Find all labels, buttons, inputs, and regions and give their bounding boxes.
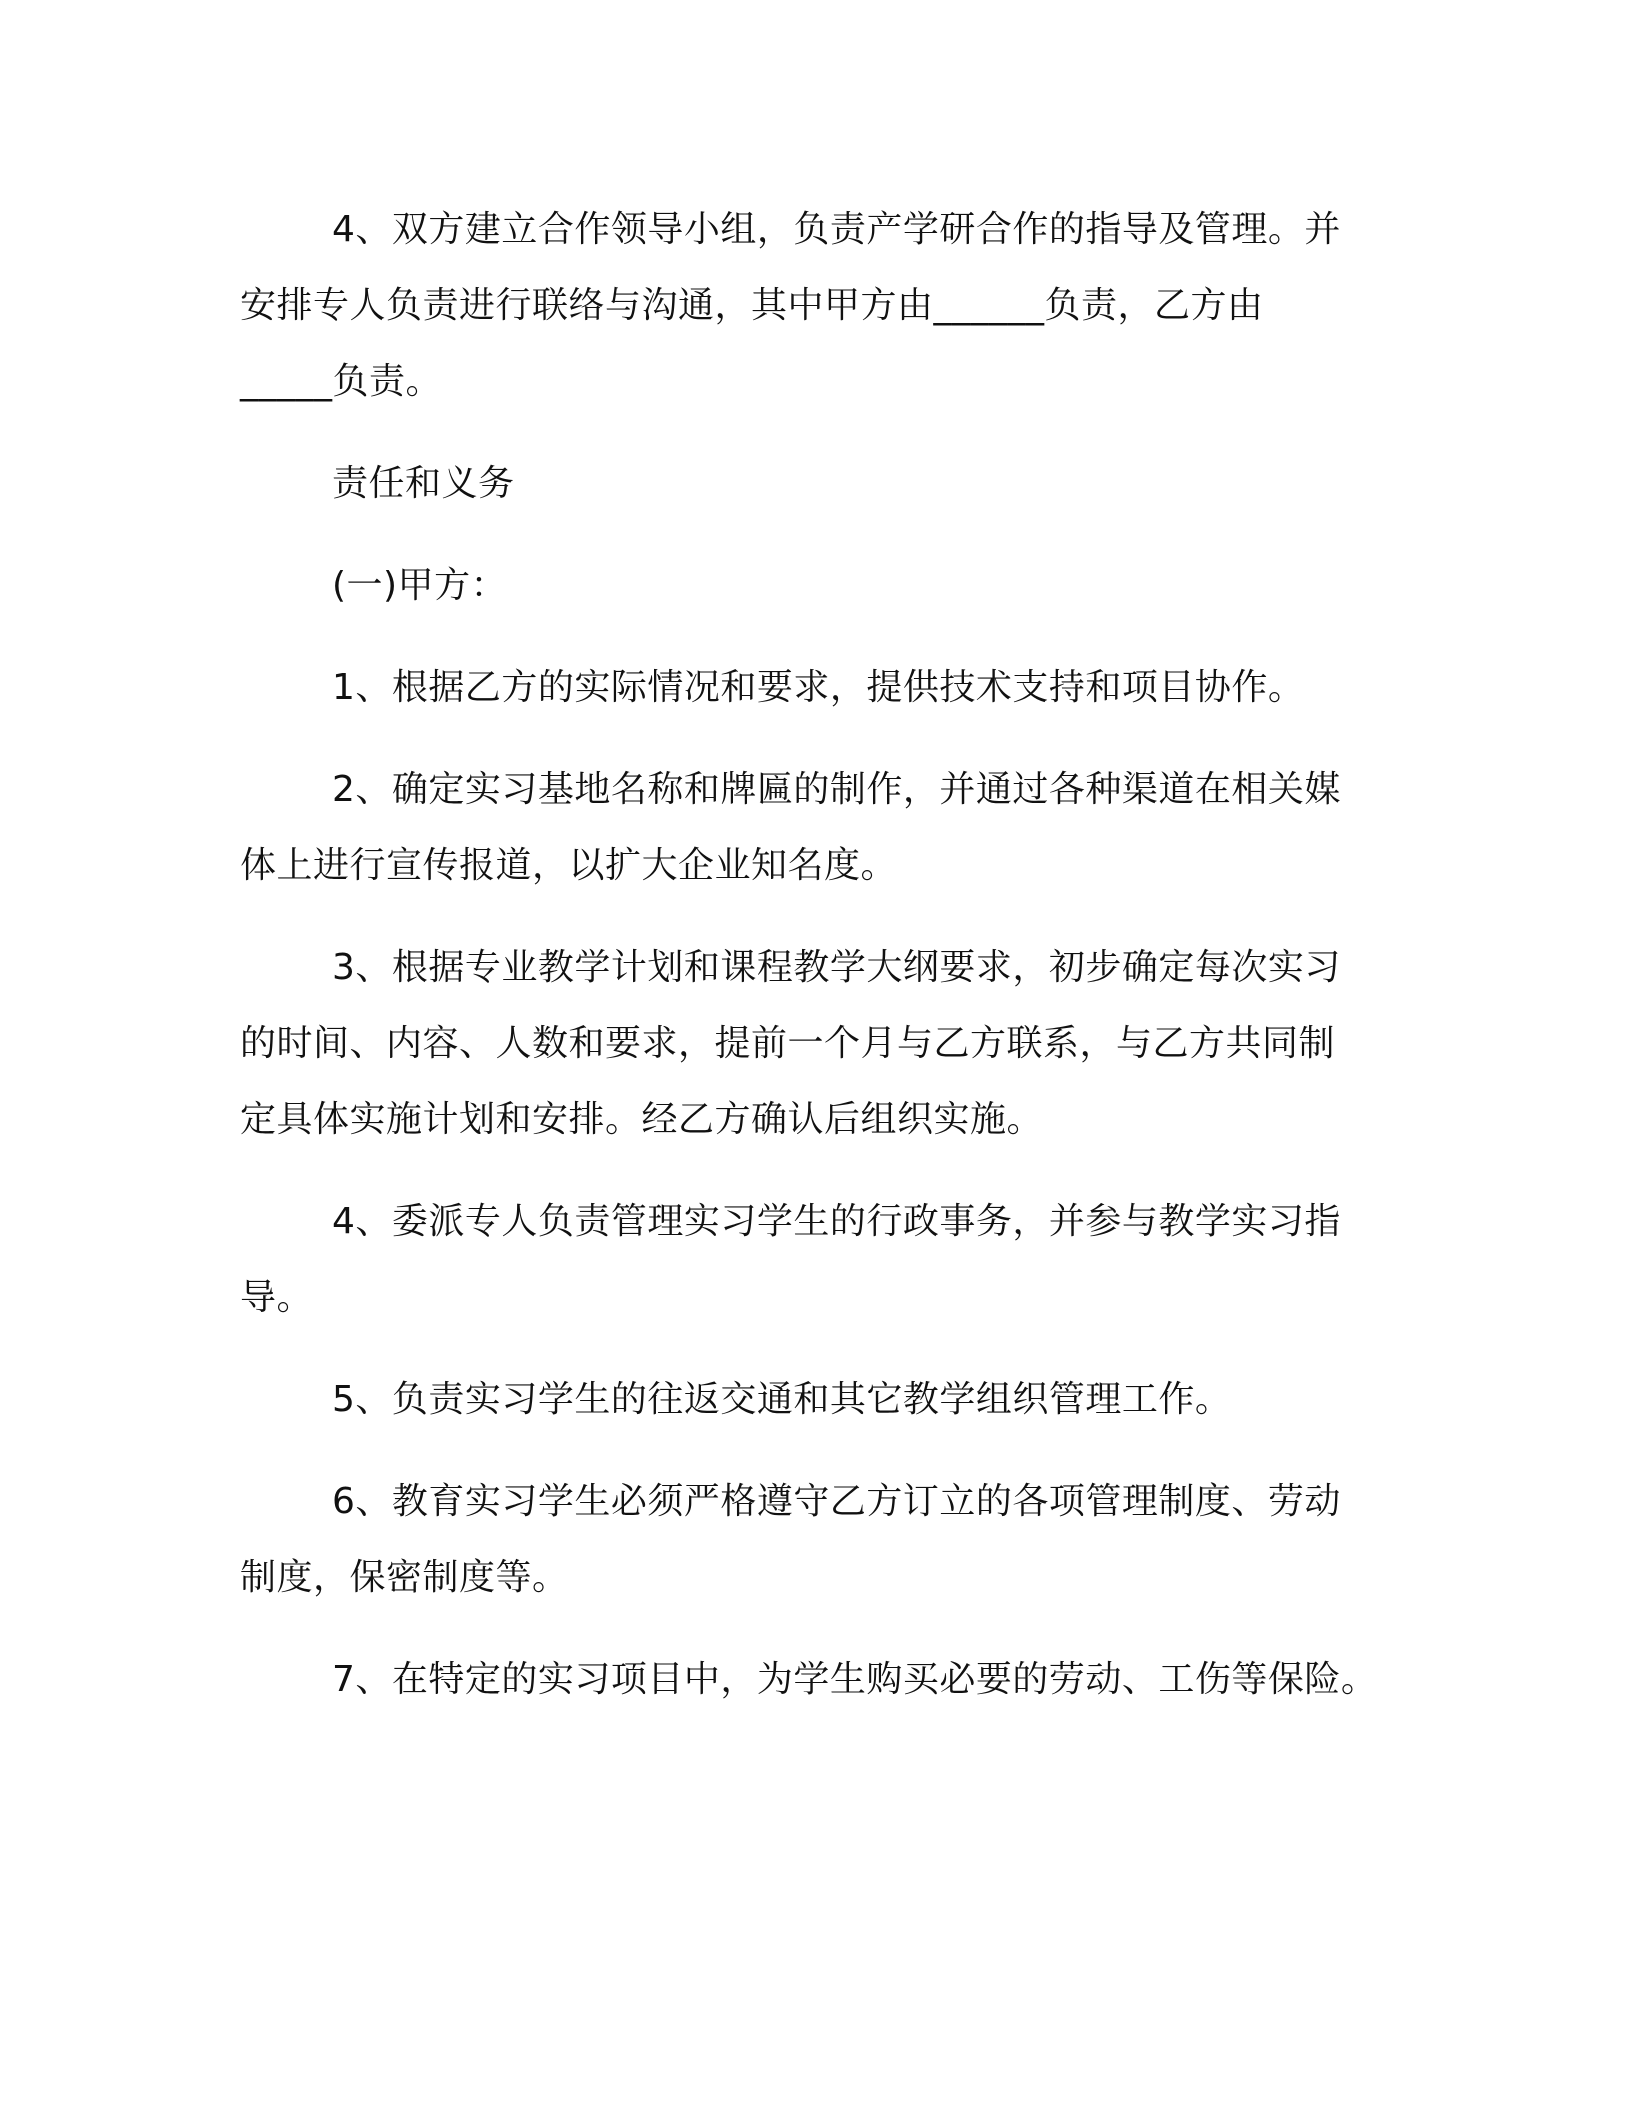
paragraph-item-2 <box>240 752 1400 904</box>
paragraph-item-5 <box>240 1362 1400 1438</box>
text-line: 制度，保密制度等。 <box>240 1557 569 1598</box>
text-line: 4、双方建立合作领导小组，负责产学研合作的指导及管理。并 <box>332 209 1341 250</box>
text-line: 6、教育实习学生必须严格遵守乙方订立的各项管理制度、劳动 <box>332 1481 1341 1522</box>
paragraph-item-6 <box>240 1464 1400 1616</box>
paragraph-clause-4-leadership <box>240 192 1400 420</box>
paragraph-item-4 <box>240 1184 1400 1336</box>
text-line: 导。 <box>240 1277 314 1318</box>
heading-responsibilities <box>240 446 1400 522</box>
text-line: _____负责。 <box>240 361 443 402</box>
document-body <box>240 192 1400 1744</box>
paragraph-item-7 <box>240 1642 1400 1718</box>
text-line: 5、负责实习学生的往返交通和其它教学组织管理工作。 <box>332 1379 1232 1420</box>
heading-party-a <box>240 548 1400 624</box>
text-line: 定具体实施计划和安排。经乙方确认后组织实施。 <box>240 1099 1044 1140</box>
text-line: 2、确定实习基地名称和牌匾的制作，并通过各种渠道在相关媒 <box>332 769 1341 810</box>
text-line: 的时间、内容、人数和要求，提前一个月与乙方联系，与乙方共同制 <box>240 1023 1336 1064</box>
text-line: 责任和义务 <box>332 463 515 504</box>
text-line: 7、在特定的实习项目中，为学生购买必要的劳动、工伤等保险。 <box>332 1659 1378 1700</box>
text-line: 体上进行宣传报道，以扩大企业知名度。 <box>240 845 898 886</box>
paragraph-item-1 <box>240 650 1400 726</box>
text-line: (一)甲方： <box>332 565 508 606</box>
text-line: 4、委派专人负责管理实习学生的行政事务，并参与教学实习指 <box>332 1201 1341 1242</box>
text-line: 1、根据乙方的实际情况和要求，提供技术支持和项目协作。 <box>332 667 1305 708</box>
text-line: 3、根据专业教学计划和课程教学大纲要求，初步确定每次实习 <box>332 947 1341 988</box>
text-line: 安排专人负责进行联络与沟通，其中甲方由______负责，乙方由 <box>240 285 1264 326</box>
paragraph-item-3 <box>240 930 1400 1158</box>
